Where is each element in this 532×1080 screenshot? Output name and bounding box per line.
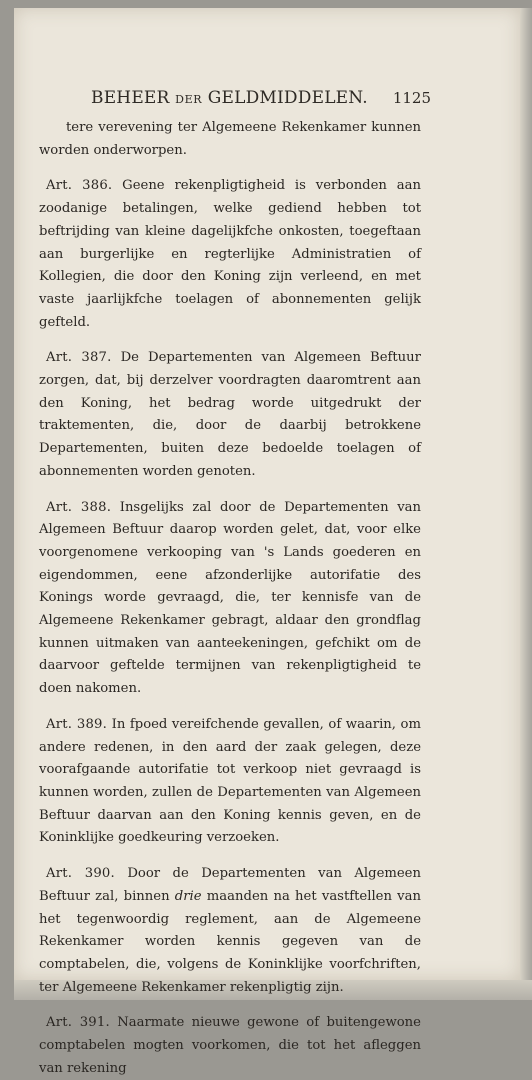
article-390 xyxy=(39,863,421,999)
article-391-text: Naarmate nieuwe gewone of buitengewone comptabelen mogten voorkomen, die tot het afleggen van rekening xyxy=(39,1015,421,1076)
page-number: 1125 xyxy=(392,89,431,107)
article-391 xyxy=(39,1012,421,1080)
article-387-text: De Departementen van Algemeen Beftuur zorgen, dat, bij derzelver voordragten daaromtrent aan den Koning, het bedrag worde uitgedrukt der traktementen, die, door de daarbij betrokkene Departementen, buiten deze bedoelde toelagen of abonnementen worden genoten. xyxy=(39,350,421,479)
article-388-label: Art. 388. xyxy=(46,499,112,515)
article-388 xyxy=(39,497,421,701)
paragraph-continuation: tere verevening ter Algemeene Rekenkamer kunnen worden onderworpen. xyxy=(39,120,421,158)
article-386-text: Geene rekenpligtigheid is verbonden aan zoodanige betalingen, welke gediend hebben tot beftrijding van kleine dagelijkfche onkosten, toegeftaan aan burgerlijke en regterlijke Administratien of Kollegien, die door den Koning zijn verleend, en met vaste jaarlijkfche toelagen of abonnementen gelijk gefteld. xyxy=(39,178,421,330)
running-head xyxy=(91,88,368,108)
article-389 xyxy=(39,714,421,850)
page-header xyxy=(91,88,431,112)
page-edge xyxy=(520,8,532,1000)
article-386-label: Art. 386. xyxy=(46,178,113,194)
article-390-label: Art. 390. xyxy=(46,866,115,882)
article-386 xyxy=(39,175,421,334)
article-390-italic-word: drie xyxy=(174,888,202,904)
article-387-label: Art. 387. xyxy=(46,350,112,366)
article-391-label: Art. 391. xyxy=(46,1015,110,1031)
article-390-text-before: Door de Departementen van Algemeen Beftuur zal, binnen xyxy=(39,866,421,904)
article-390-text-after: maanden na het vastftellen van het tegenwoordig reglement, aan de Algemeene Rekenkamer worden kennis gegeven van de comptabelen, die, volgens de Koninklijke voorfchriften, ter Algemeene Rekenkamer rekenpligtig zijn. xyxy=(39,888,421,995)
article-389-label: Art. 389. xyxy=(46,716,108,732)
article-389-text: In fpoed vereifchende gevallen, of waarin, om andere redenen, in den aard der zaak gelegen, deze voorafgaande autorifatie tot verkoop niet gevraagd is kunnen worden, zullen de Departementen van Algemeen Beftuur daarvan aan den Koning kennis geven, en de Koninklijke goedkeuring verzoeken. xyxy=(39,716,421,846)
running-head-small: DER xyxy=(175,93,203,106)
running-head-prefix: BEHEER xyxy=(91,88,176,108)
article-387 xyxy=(39,347,421,483)
body-text xyxy=(39,117,421,1080)
article-388-text: Insgelijks zal door de Departementen van Algemeen Beftuur daarop worden gelet, dat, voor elke voorgenomene verkooping van 's Lands goederen en eigendommen, eene afzonderlijke autorifatie des Konings worde gevraagd, die, ter kennisfe van de Algemeene Rekenkamer gebragt, aldaar den grondflag kunnen uitmaken van aanteekeningen, gefchikt om de daarvoor geftelde termijnen van rekenpligtigheid te doen nakomen. xyxy=(39,499,421,697)
running-head-suffix: GELDMIDDELEN. xyxy=(202,88,368,108)
